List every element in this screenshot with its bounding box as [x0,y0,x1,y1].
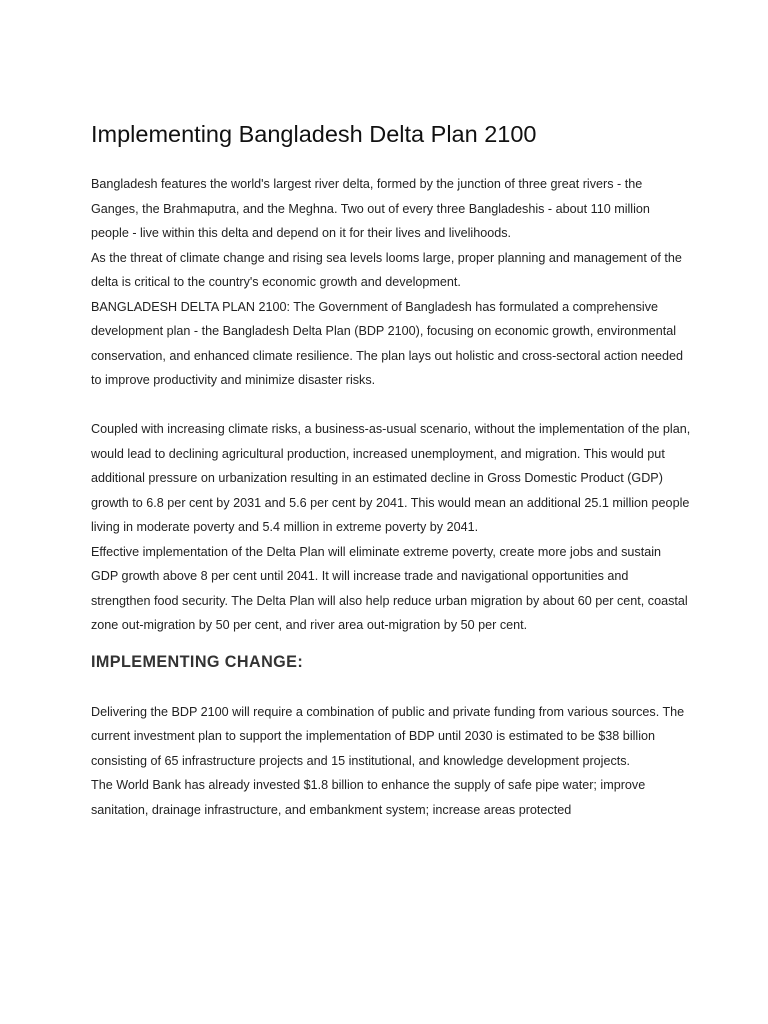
paragraph-spacer [91,393,691,418]
paragraph-climate-threat: As the threat of climate change and rising sea levels looms large, proper planning and management of the delta is critical to the country's economic growth and development. [91,250,682,289]
paragraph-funding: Delivering the BDP 2100 will require a combination of public and private funding from various sources. The current investment plan to support the implementation of BDP until 2030 is estimated to be $38 billion consisting of 65 infrastructure projects and 15 institutional, and knowledge development projects. [91,704,685,768]
document-page [91,118,691,822]
document-title: Implementing Bangladesh Delta Plan 2100 [91,121,537,147]
paragraph-business-as-usual: Coupled with increasing climate risks, a business-as-usual scenario, without the implementation of the plan, would lead to declining agricultural production, increased unemployment, and migration. This would put additional pressure on urbanization resulting in an estimated decline in Gross Domestic Product (GDP) growth to 6.8 per cent by 2031 and 5.6 per cent by 2041. This would mean an additional 25.1 million people living in moderate poverty and 5.4 million in extreme poverty by 2041. [91,422,691,534]
paragraph-bdp-overview: BANGLADESH DELTA PLAN 2100: The Government of Bangladesh has formulated a comprehensive development plan - the Bangladesh Delta Plan (BDP 2100), focusing on economic growth, environmental conservation, and enhanced climate resilience. The plan lays out holistic and cross-sectoral action needed to improve productivity and minimize disaster risks. [91,299,684,387]
section-heading-implementing-change: IMPLEMENTING CHANGE: [91,652,304,671]
paragraph-delta-intro: Bangladesh features the world's largest river delta, formed by the junction of three great rivers - the Ganges, the Brahmaputra, and the Meghna. Two out of every three Bangladeshis - about 110 million people - live within this delta and depend on it for their lives and livelihoods. [91,177,650,240]
paragraph-effective-implementation: Effective implementation of the Delta Plan will eliminate extreme poverty, create more jobs and sustain GDP growth above 8 per cent until 2041. It will increase trade and navigational opportunities and strengthen food security. The Delta Plan will also help reduce urban migration by about 60 per cent, coastal zone out-migration by 50 per cent, and river area out-migration by 50 per cent. [91,544,688,632]
paragraph-world-bank: The World Bank has already invested $1.8 billion to enhance the supply of safe pipe water; improve sanitation, drainage infrastructure, and embankment system; increase areas protected [91,778,646,817]
